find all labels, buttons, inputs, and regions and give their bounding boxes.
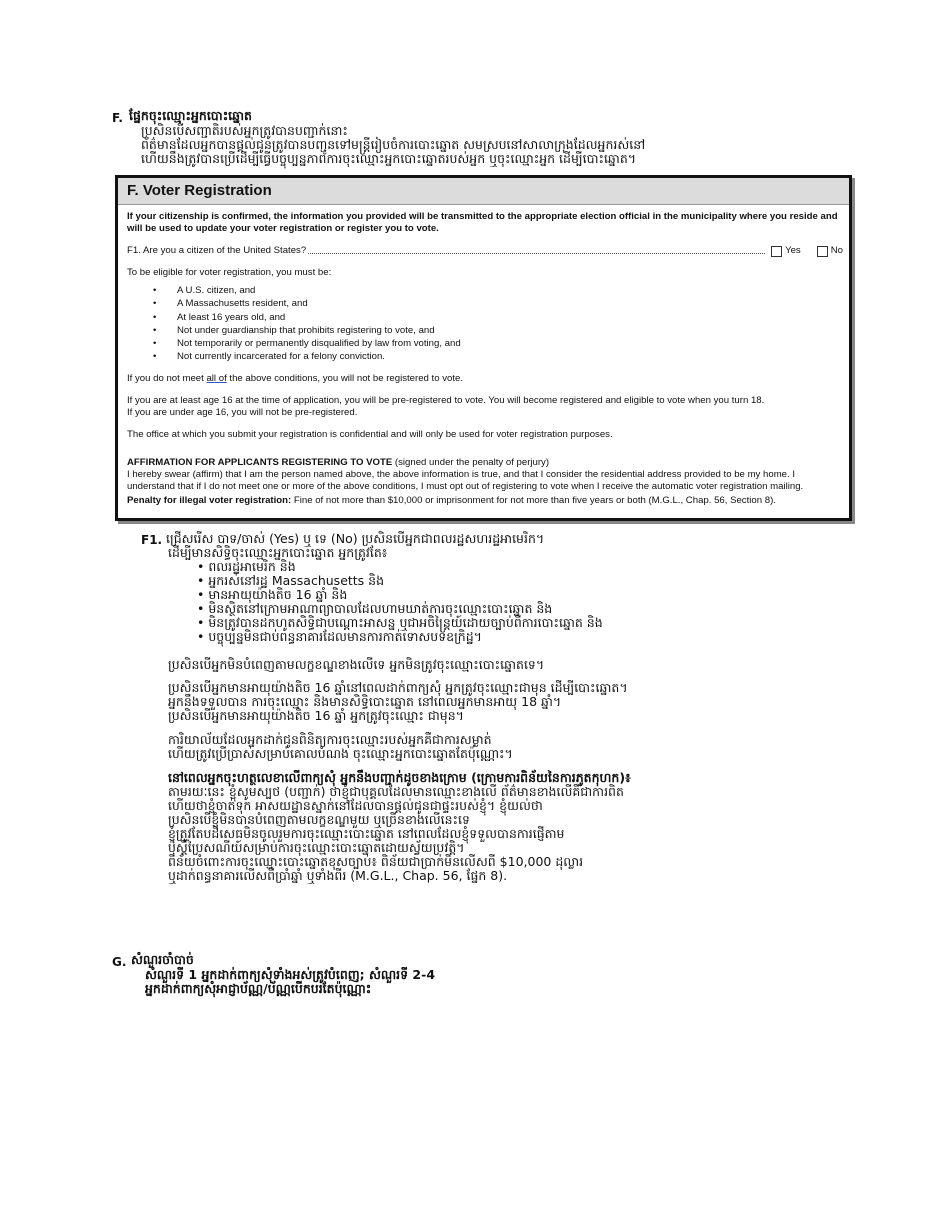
text-line: ការិយាល័យដែលអ្នកដាក់ជូនពិនិត្យការចុះឈ្មោះរបស់អ្នកគឺជាការសម្ងាត់: [168, 732, 492, 747]
penalty-label: Penalty for illegal voter registration:: [127, 494, 292, 506]
f1-number: F1.: [141, 533, 163, 547]
list-item: • អ្នករស់នៅរដ្ឋ Massachusetts និង: [197, 573, 385, 588]
affirmation-note: (signed under the penalty of perjury): [392, 456, 550, 468]
section-g-body: [145, 968, 435, 996]
yes-checkbox[interactable]: [771, 246, 782, 257]
affirmation-heading: នៅពេលអ្នកចុះហត្ថលេខាលើពាក្យសុំ អ្នកនឹងបញ្ជាក់ដូចខាងក្រោម (ក្រោមការពិន័យនៃការភូតកុហក)៖: [168, 770, 631, 785]
km-eligibility-list: [197, 560, 603, 644]
section-g-title: សំណួរចាំបាច់: [131, 952, 194, 967]
text-line: អ្នកដាក់ពាក្យសុំអាជ្ញាប័ណ្ណ/ប័ណ្ណបើកបរតែប៉ុណ្ណោះ: [145, 981, 372, 996]
eligibility-list: [127, 284, 843, 364]
km-confidential-paragraph: [168, 733, 513, 761]
section-g-letter: G.: [112, 955, 127, 969]
no-option[interactable]: [817, 245, 843, 257]
yes-option[interactable]: [771, 245, 801, 257]
text-line: តាមរយៈនេះ ខ្ញុំសូមស្បថ (បញ្ជាក់) ថាខ្ញុំជាបុគ្គលដែលមានឈ្មោះខាងលើ ព័ត៌មានខាងលើគឺជាការពិត: [168, 784, 624, 799]
list-item: • មានអាយុយ៉ាងតិច 16 ឆ្នាំ និង: [197, 587, 348, 602]
text-line: ហើយថាខ្ញុំចាត់ទុក អាសយដ្ឋានស្នាក់នៅដែលបានផ្តល់ជូនជាផ្ទះរបស់ខ្ញុំ។ ខ្ញុំយល់ថា: [168, 798, 543, 813]
preregistration-line: If you are at least age 16 at the time of application, you will be pre-registered to vote. You will become registered and eligible to vote when you turn 18.: [127, 394, 765, 406]
affirmation-title: AFFIRMATION FOR APPLICANTS REGISTERING TO VOTE: [127, 456, 393, 468]
text-line: អ្នកនឹងទទួលបាន ការចុះឈ្មោះ និងមានសិទ្ធិបោះឆ្នោត នៅពេលអ្នកមានអាយុ 18 ឆ្នាំ។: [168, 694, 562, 709]
section-f-title: ផ្នែកចុះឈ្មោះអ្នកបោះឆ្នោត: [129, 108, 252, 123]
list-item: • បច្ចុប្បន្នមិនជាប់ពន្ធនាគារដែលមានការកាត់ទោសបទឧក្រិដ្ឋ។: [197, 629, 482, 644]
list-item: • A U.S. citizen, and: [127, 284, 843, 297]
text-line: ឬដាក់ពន្ធនាគារលើសពីប្រាំឆ្នាំ ឬទាំងពីរ (M.G.L., Chap. 56, ផ្នែក 8).: [168, 868, 508, 883]
confidential-line: The office at which you submit your registration is confidential and will only be used for voter registration purposes.: [127, 428, 613, 440]
leader-dots: [308, 245, 765, 254]
list-item: • A Massachusetts resident, and: [127, 297, 843, 310]
list-item: • Not currently incarcerated for a felony conviction.: [127, 350, 843, 363]
form-intro: If your citizenship is confirmed, the information you provided will be transmitted to the appropriate election official in the municipality where you reside and will be used to update your voter registration or register you to vote.: [127, 211, 838, 234]
list-item: • មិនស្ថិតនៅក្រោមអាណាព្យាបាលដែលហាមឃាត់ការចុះឈ្មោះបោះឆ្នោត និង: [197, 601, 553, 616]
text-line: ហើយត្រូវប្រើប្រាស់សម្រាប់គោលបំណង ចុះឈ្មោះអ្នកបោះឆ្នោតតែប៉ុណ្ណោះ។: [168, 746, 513, 761]
text-line: ពិន័យចំពោះការចុះឈ្មោះបោះឆ្នោតខុសច្បាប់៖ ពិន័យជាប្រាក់មិនលើសពី $10,000 ដុល្លារ: [168, 854, 584, 869]
text-line: ប្រសិនបើអ្នកមានអាយុយ៉ាងតិច 16 ឆ្នាំនៅពេលដាក់ពាក្យសុំ អ្នកត្រូវចុះឈ្មោះជាមុន ដើម្បីបោះឆ្នោត។: [168, 680, 628, 695]
section-f-intro: [141, 124, 645, 166]
text-line: ប្រសិនបើខ្ញុំមិនបានបំពេញតាមលក្ខខណ្ឌមួយ ឬច្រើនខាងលើនេះទេ: [168, 812, 470, 827]
list-item: • At least 16 years old, and: [127, 311, 843, 324]
list-item: • Not under guardianship that prohibits registering to vote, and: [127, 324, 843, 337]
penalty-text: Fine of not more than $10,000 or imprisonment for not more than five years or both (M.G.L., Chap. 56, Section 8).: [291, 494, 776, 506]
affirmation-heading: [127, 457, 843, 469]
citizen-question: F1. Are you a citizen of the United States?: [127, 245, 307, 256]
intro-line: ហើយនឹងត្រូវបានប្រើដើម្បីធ្វើបច្ចុប្បន្នភាពការចុះឈ្មោះអ្នកបោះឆ្នោតរបស់អ្នក ឬចុះឈ្មោះអ្នក ដើម្បីបោះឆ្នោត។: [141, 151, 637, 166]
list-item: • ពលរដ្ឋអាមេរិក និង: [197, 559, 296, 574]
intro-line: ប្រសិនបើសញ្ជាតិរបស់អ្នកត្រូវបានបញ្ជាក់នោះ: [141, 123, 348, 138]
list-item: • Not temporarily or permanently disqualified by law from voting, and: [127, 337, 843, 350]
section-f-letter: F.: [112, 111, 123, 125]
all-of-text: all of: [206, 372, 227, 384]
form-excerpt-title: F. Voter Registration: [118, 178, 849, 205]
citizen-question-row: [127, 245, 843, 257]
list-item: • មិនត្រូវបានដកហូតសិទ្ធិជាបណ្តោះអាសន្ន ឬជាអចិន្ត្រៃយ៍ដោយច្បាប់ពីការបោះឆ្នោត និង: [197, 615, 603, 630]
text-line: ប៉ុស្តិ៍ប្រៃសណីយ៍សម្រាប់ការចុះឈ្មោះបោះឆ្នោតដោយស្វ័យប្រវត្តិ។: [168, 840, 465, 855]
voter-registration-form-excerpt: [115, 175, 852, 521]
text: the above conditions, you will not be registered to vote.: [226, 372, 463, 384]
penalty-line: [127, 495, 843, 507]
eligibility-intro: To be eligible for voter registration, you must be:: [127, 267, 332, 278]
under-16-line: If you are under age 16, you will not be pre-registered.: [127, 406, 358, 418]
km-eligibility-intro: [168, 546, 387, 560]
km-age-paragraph: [168, 681, 628, 723]
not-meet-conditions: [127, 373, 843, 385]
no-checkbox[interactable]: [817, 246, 828, 257]
intro-line: ព័ត៌មានដែលអ្នកបានផ្តល់ជូនត្រូវបានបញ្ជូនទៅមន្ត្រីរៀបចំការបោះឆ្នោត សមស្របនៅសាលាក្រុងដែលអ្នករស់នៅ: [141, 137, 646, 152]
km-not-meet-paragraph: [168, 658, 544, 672]
text: If you do not meet: [127, 372, 207, 384]
affirmation-text: I hereby swear (affirm) that I am the person named above, the above information is true, and that I consider the residential address provided to be my home. I understand that if I do not meet one or more of the above conditions, I must opt out of registering to vote when I receive the automatic voter registration mailing.: [127, 468, 804, 492]
text-line: ខ្ញុំត្រូវតែបដិសេធមិនចូលរួមការចុះឈ្មោះបោះឆ្នោត នៅពេលដែលខ្ញុំទទួលបានការផ្ញើតាម: [168, 826, 565, 841]
text-line: ប្រសិនបើអ្នកមានអាយុយ៉ាងតិច 16 ឆ្នាំ អ្នកត្រូវចុះឈ្មោះ ជាមុន។: [168, 708, 464, 723]
yes-label: Yes: [785, 245, 801, 256]
text-line: សំណួរទី 1 អ្នកដាក់ពាក្យសុំទាំងអស់ត្រូវបំពេញ; សំណួរទី 2-4: [145, 967, 436, 982]
text-line: ប្រសិនបើអ្នកមិនបំពេញតាមលក្ខខណ្ឌខាងលើទេ អ្នកមិនត្រូវចុះឈ្មោះបោះឆ្នោតទេ។: [168, 657, 545, 672]
km-affirmation-paragraph: [168, 771, 631, 883]
no-label: No: [830, 245, 843, 256]
text-line: ដើម្បីមានសិទ្ធិចុះឈ្មោះអ្នកបោះឆ្នោត អ្នកត្រូវតែ៖: [168, 545, 388, 560]
f1-instruction: ជ្រើសរើស បាទ/ចាស់ (Yes) ឬ ទេ (No) ប្រសិនបើអ្នកជាពលរដ្ឋសហរដ្ឋអាមេរិក។: [166, 531, 545, 546]
